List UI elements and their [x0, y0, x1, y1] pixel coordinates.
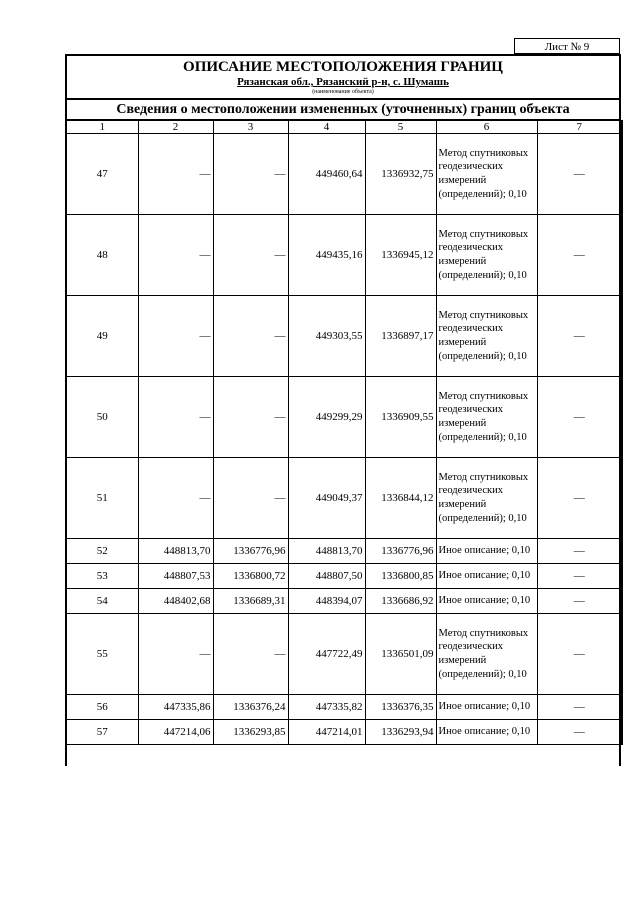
method-description: Метод спутниковых геодезических измерений (определений); 0,10	[436, 377, 537, 458]
old-x: —	[138, 377, 213, 458]
new-x: 447722,49	[288, 614, 365, 695]
table-row	[66, 296, 622, 377]
point-marking: —	[537, 134, 622, 215]
old-y: 1336689,31	[213, 589, 288, 614]
table-row	[66, 614, 622, 695]
new-y: 1336945,12	[365, 215, 436, 296]
column-number: 1	[66, 121, 138, 134]
new-y: 1336897,17	[365, 296, 436, 377]
new-y: 1336376,35	[365, 695, 436, 720]
point-marking: —	[537, 215, 622, 296]
method-description: Метод спутниковых геодезических измерений (определений); 0,10	[436, 215, 537, 296]
old-y: —	[213, 215, 288, 296]
new-x: 449303,55	[288, 296, 365, 377]
old-x: 447335,86	[138, 695, 213, 720]
point-number: 50	[66, 377, 138, 458]
old-x: —	[138, 296, 213, 377]
document-title: ОПИСАНИЕ МЕСТОПОЛОЖЕНИЯ ГРАНИЦ	[183, 59, 503, 75]
method-description: Метод спутниковых геодезических измерений (определений); 0,10	[436, 296, 537, 377]
old-y: 1336376,24	[213, 695, 288, 720]
point-number: 51	[66, 458, 138, 539]
method-description: Иное описание; 0,10	[436, 539, 537, 564]
point-marking: —	[537, 458, 622, 539]
old-y: —	[213, 458, 288, 539]
old-x: 448807,53	[138, 564, 213, 589]
sheet-number: Лист № 9	[514, 38, 620, 54]
method-description: Метод спутниковых геодезических измерений (определений); 0,10	[436, 458, 537, 539]
point-number: 52	[66, 539, 138, 564]
column-numbers-row	[66, 121, 622, 134]
new-x: 449049,37	[288, 458, 365, 539]
new-y: 1336844,12	[365, 458, 436, 539]
point-number: 48	[66, 215, 138, 296]
method-description: Метод спутниковых геодезических измерений (определений); 0,10	[436, 134, 537, 215]
table-row	[66, 377, 622, 458]
point-marking: —	[537, 296, 622, 377]
old-y: —	[213, 377, 288, 458]
column-number: 5	[365, 121, 436, 134]
document-header	[67, 56, 619, 98]
section-title: Сведения о местоположении измененных (уточненных) границ объекта	[65, 98, 621, 120]
object-name: Рязанская обл., Рязанский р-н, с. Шумашь	[237, 76, 449, 88]
point-number: 57	[66, 720, 138, 745]
point-marking: —	[537, 614, 622, 695]
new-x: 448813,70	[288, 539, 365, 564]
point-marking: —	[537, 539, 622, 564]
point-marking: —	[537, 720, 622, 745]
new-x: 447214,01	[288, 720, 365, 745]
column-number: 4	[288, 121, 365, 134]
column-number: 7	[537, 121, 622, 134]
column-number: 3	[213, 121, 288, 134]
table-row	[66, 539, 622, 564]
old-y: 1336776,96	[213, 539, 288, 564]
method-description: Иное описание; 0,10	[436, 589, 537, 614]
point-marking: —	[537, 695, 622, 720]
new-y: 1336776,96	[365, 539, 436, 564]
old-y: —	[213, 614, 288, 695]
new-x: 449299,29	[288, 377, 365, 458]
method-description: Иное описание; 0,10	[436, 720, 537, 745]
object-name-caption: (наименование объекта)	[312, 89, 374, 95]
new-x: 448394,07	[288, 589, 365, 614]
new-x: 449460,64	[288, 134, 365, 215]
old-x: 448813,70	[138, 539, 213, 564]
column-number: 6	[436, 121, 537, 134]
old-y: 1336800,72	[213, 564, 288, 589]
old-x: 448402,68	[138, 589, 213, 614]
old-y: —	[213, 134, 288, 215]
coordinates-table	[65, 120, 623, 745]
table-row	[66, 720, 622, 745]
old-x: —	[138, 215, 213, 296]
method-description: Иное описание; 0,10	[436, 564, 537, 589]
point-marking: —	[537, 589, 622, 614]
point-number: 47	[66, 134, 138, 215]
column-number: 2	[138, 121, 213, 134]
method-description: Метод спутниковых геодезических измерений (определений); 0,10	[436, 614, 537, 695]
new-y: 1336501,09	[365, 614, 436, 695]
new-y: 1336800,85	[365, 564, 436, 589]
point-number: 55	[66, 614, 138, 695]
point-marking: —	[537, 564, 622, 589]
point-number: 56	[66, 695, 138, 720]
old-x: 447214,06	[138, 720, 213, 745]
new-y: 1336293,94	[365, 720, 436, 745]
new-y: 1336909,55	[365, 377, 436, 458]
method-description: Иное описание; 0,10	[436, 695, 537, 720]
point-marking: —	[537, 377, 622, 458]
new-x: 448807,50	[288, 564, 365, 589]
point-number: 54	[66, 589, 138, 614]
table-row	[66, 695, 622, 720]
table-row	[66, 134, 622, 215]
new-y: 1336932,75	[365, 134, 436, 215]
point-number: 49	[66, 296, 138, 377]
old-y: —	[213, 296, 288, 377]
new-x: 449435,16	[288, 215, 365, 296]
point-number: 53	[66, 564, 138, 589]
old-x: —	[138, 134, 213, 215]
table-row	[66, 589, 622, 614]
old-x: —	[138, 614, 213, 695]
new-x: 447335,82	[288, 695, 365, 720]
table-row	[66, 215, 622, 296]
old-y: 1336293,85	[213, 720, 288, 745]
new-y: 1336686,92	[365, 589, 436, 614]
old-x: —	[138, 458, 213, 539]
table-row	[66, 564, 622, 589]
table-row	[66, 458, 622, 539]
